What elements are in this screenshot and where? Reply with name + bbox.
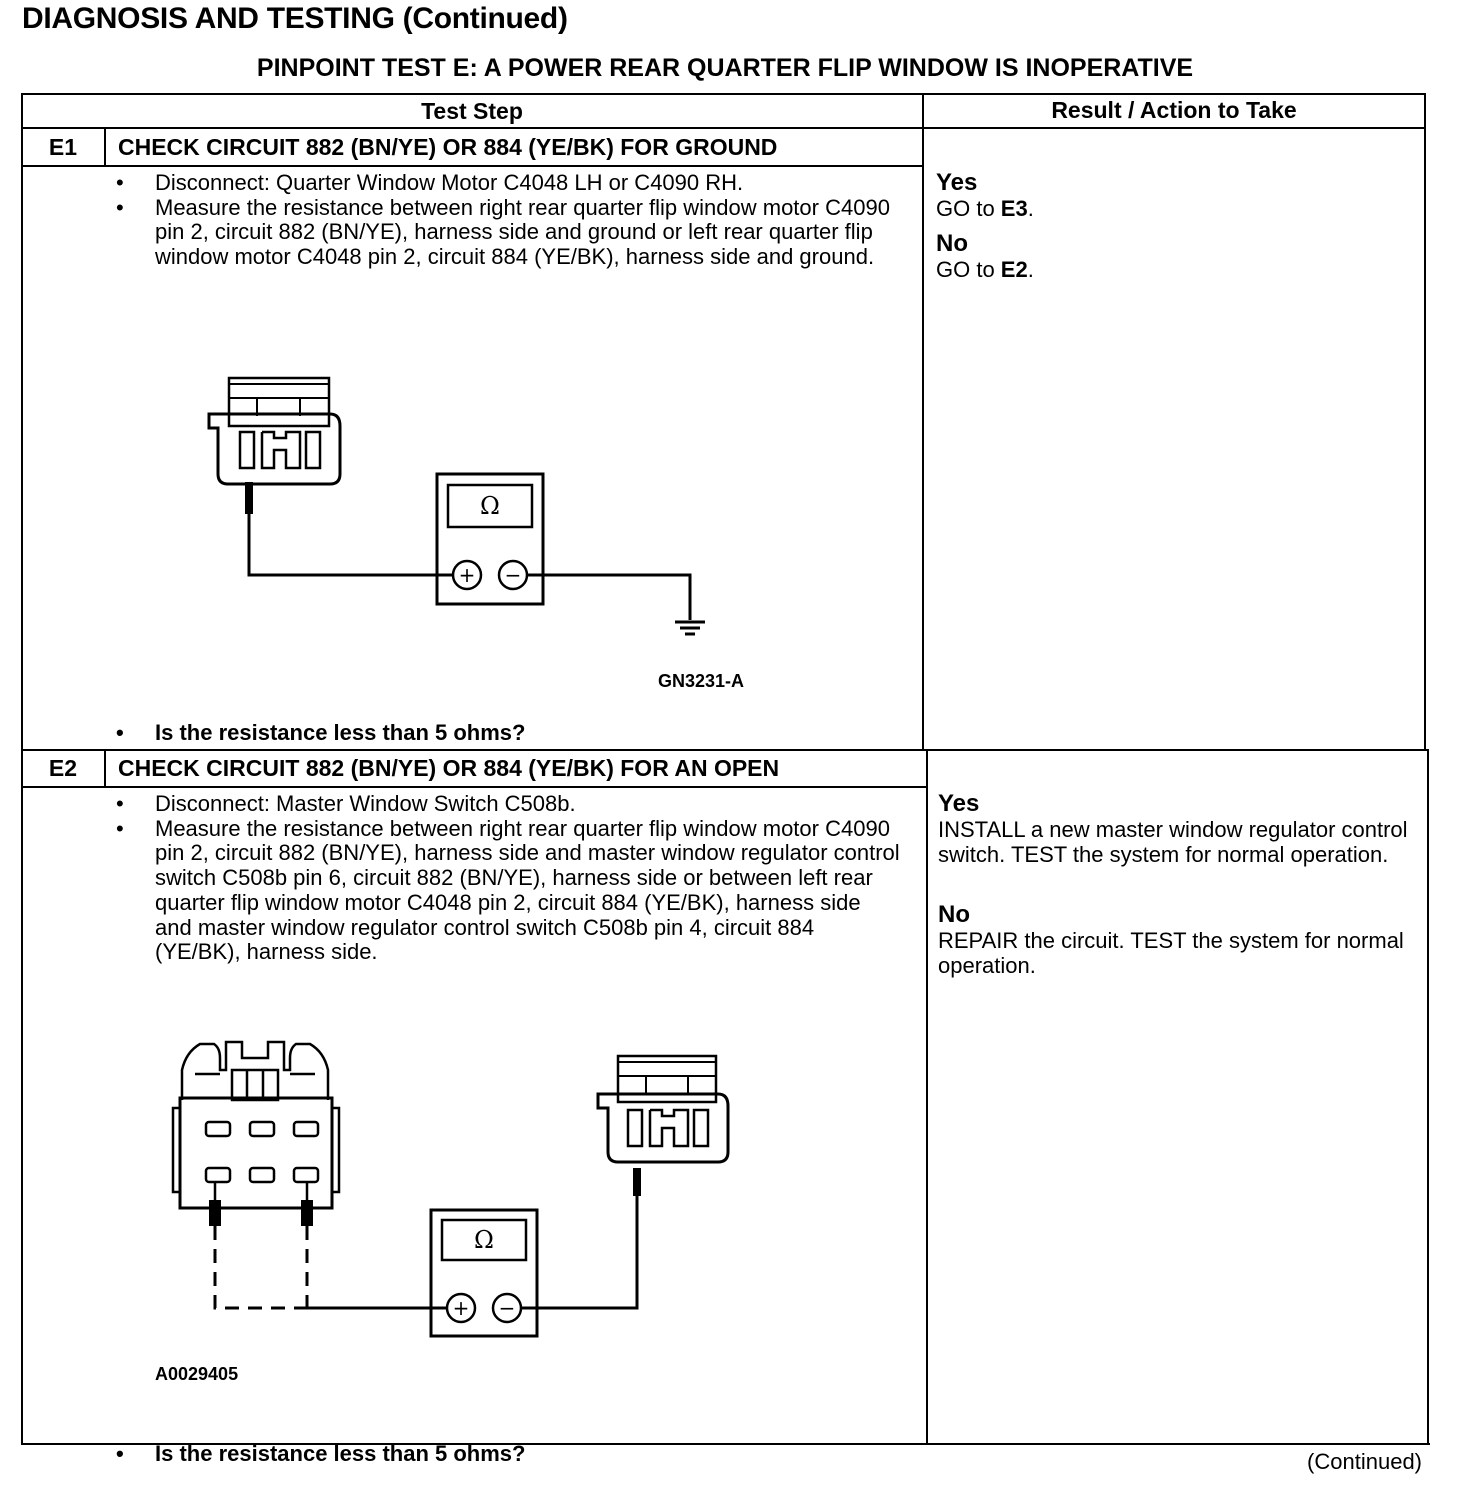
question-text: Is the resistance less than 5 ohms? bbox=[155, 720, 526, 745]
step-title-e2: CHECK CIRCUIT 882 (BN/YE) OR 884 (YE/BK) FOR AN OPEN bbox=[118, 755, 780, 781]
result-no-action: REPAIR the circuit. TEST the system for normal operation. bbox=[938, 928, 1404, 979]
header-result: Result / Action to Take bbox=[1051, 97, 1297, 123]
step-title-e1: CHECK CIRCUIT 882 (BN/YE) OR 884 (YE/BK) FOR GROUND bbox=[118, 134, 778, 160]
plus-terminal: + bbox=[452, 1296, 470, 1320]
ohmmeter-icon bbox=[431, 1210, 537, 1336]
bullet-icon: • bbox=[116, 815, 124, 841]
plus-terminal: + bbox=[458, 563, 476, 587]
result-no-action: GO to E2. bbox=[936, 256, 1034, 282]
bullet-item bbox=[112, 171, 902, 196]
ohmmeter-icon bbox=[437, 474, 543, 604]
ground-icon bbox=[675, 622, 705, 634]
motor-connector-icon bbox=[598, 1056, 728, 1162]
link-e2[interactable]: E2 bbox=[1000, 256, 1028, 282]
step-id-e2: E2 bbox=[48, 755, 78, 781]
step-e1-question bbox=[112, 720, 1472, 746]
step-e2-question bbox=[112, 1441, 1472, 1467]
pinpoint-test-title: PINPOINT TEST E: A POWER REAR QUARTER FLIP WINDOW IS INOPERATIVE bbox=[256, 54, 1194, 82]
step-id-e1: E1 bbox=[48, 134, 78, 160]
bullet-icon: • bbox=[116, 720, 124, 745]
step-e1-instructions bbox=[112, 171, 902, 270]
bullet-icon: • bbox=[116, 194, 124, 220]
figure-id-e2: A0029405 bbox=[155, 1364, 239, 1384]
bullet-text: Measure the resistance between right rear quarter flip window motor C4090 pin 2, circuit 882 (BN/YE), harness side and master window regulator control switch C508b pin 6, circuit 882 (BN/YE), harness side or between left rear quarter flip window motor C4048 pin 2, circuit 884 (YE/BK), harness side and master window regulator control switch C508b pin 4, circuit 884 (YE/BK), harness side. bbox=[155, 815, 900, 965]
minus-terminal: − bbox=[498, 1296, 516, 1320]
bullet-item bbox=[112, 817, 902, 965]
step-e2-results bbox=[938, 790, 1418, 979]
result-yes-label: Yes bbox=[936, 169, 978, 196]
continued-label: (Continued) bbox=[1307, 1449, 1422, 1474]
result-yes-action: GO to E3. bbox=[936, 196, 1034, 221]
bullet-text: Disconnect: Quarter Window Motor C4048 LH or C4090 RH. bbox=[155, 170, 744, 195]
bullet-item bbox=[112, 792, 902, 817]
motor-connector-icon bbox=[209, 378, 340, 484]
result-yes-label: Yes bbox=[938, 790, 980, 817]
result-yes-action: INSTALL a new master window regulator control switch. TEST the system for normal operation. bbox=[938, 817, 1408, 867]
question-text: Is the resistance less than 5 ohms? bbox=[155, 1441, 526, 1466]
bullet-icon: • bbox=[116, 791, 124, 816]
bullet-icon: • bbox=[116, 170, 124, 195]
page-title: DIAGNOSIS AND TESTING (Continued) bbox=[22, 2, 568, 35]
bullet-icon: • bbox=[116, 1441, 124, 1466]
switch-connector-icon bbox=[173, 1042, 339, 1208]
bullet-item bbox=[112, 196, 902, 270]
figure-id-e1: GN3231-A bbox=[658, 671, 745, 691]
step-e2-instructions bbox=[112, 792, 902, 965]
result-no-label: No bbox=[938, 901, 970, 929]
bullet-text: Disconnect: Master Window Switch C508b. bbox=[155, 791, 576, 816]
bullet-text: Measure the resistance between right rear quarter flip window motor C4090 pin 2, circuit 882 (BN/YE), harness side and ground or left rear quarter flip window motor C4048 pin 2, circuit 884 (YE/BK), harness side and ground. bbox=[155, 194, 890, 270]
step-e1-results bbox=[936, 169, 1034, 282]
link-e3[interactable]: E3 bbox=[1000, 196, 1028, 221]
minus-terminal: − bbox=[504, 563, 522, 587]
e1-resistance-diagram bbox=[200, 370, 760, 700]
ohm-symbol: Ω bbox=[474, 1226, 494, 1254]
ohm-symbol: Ω bbox=[480, 492, 500, 520]
e2-resistance-diagram bbox=[160, 1030, 750, 1350]
header-test-step: Test Step bbox=[421, 98, 523, 124]
result-no-label: No bbox=[936, 229, 968, 257]
